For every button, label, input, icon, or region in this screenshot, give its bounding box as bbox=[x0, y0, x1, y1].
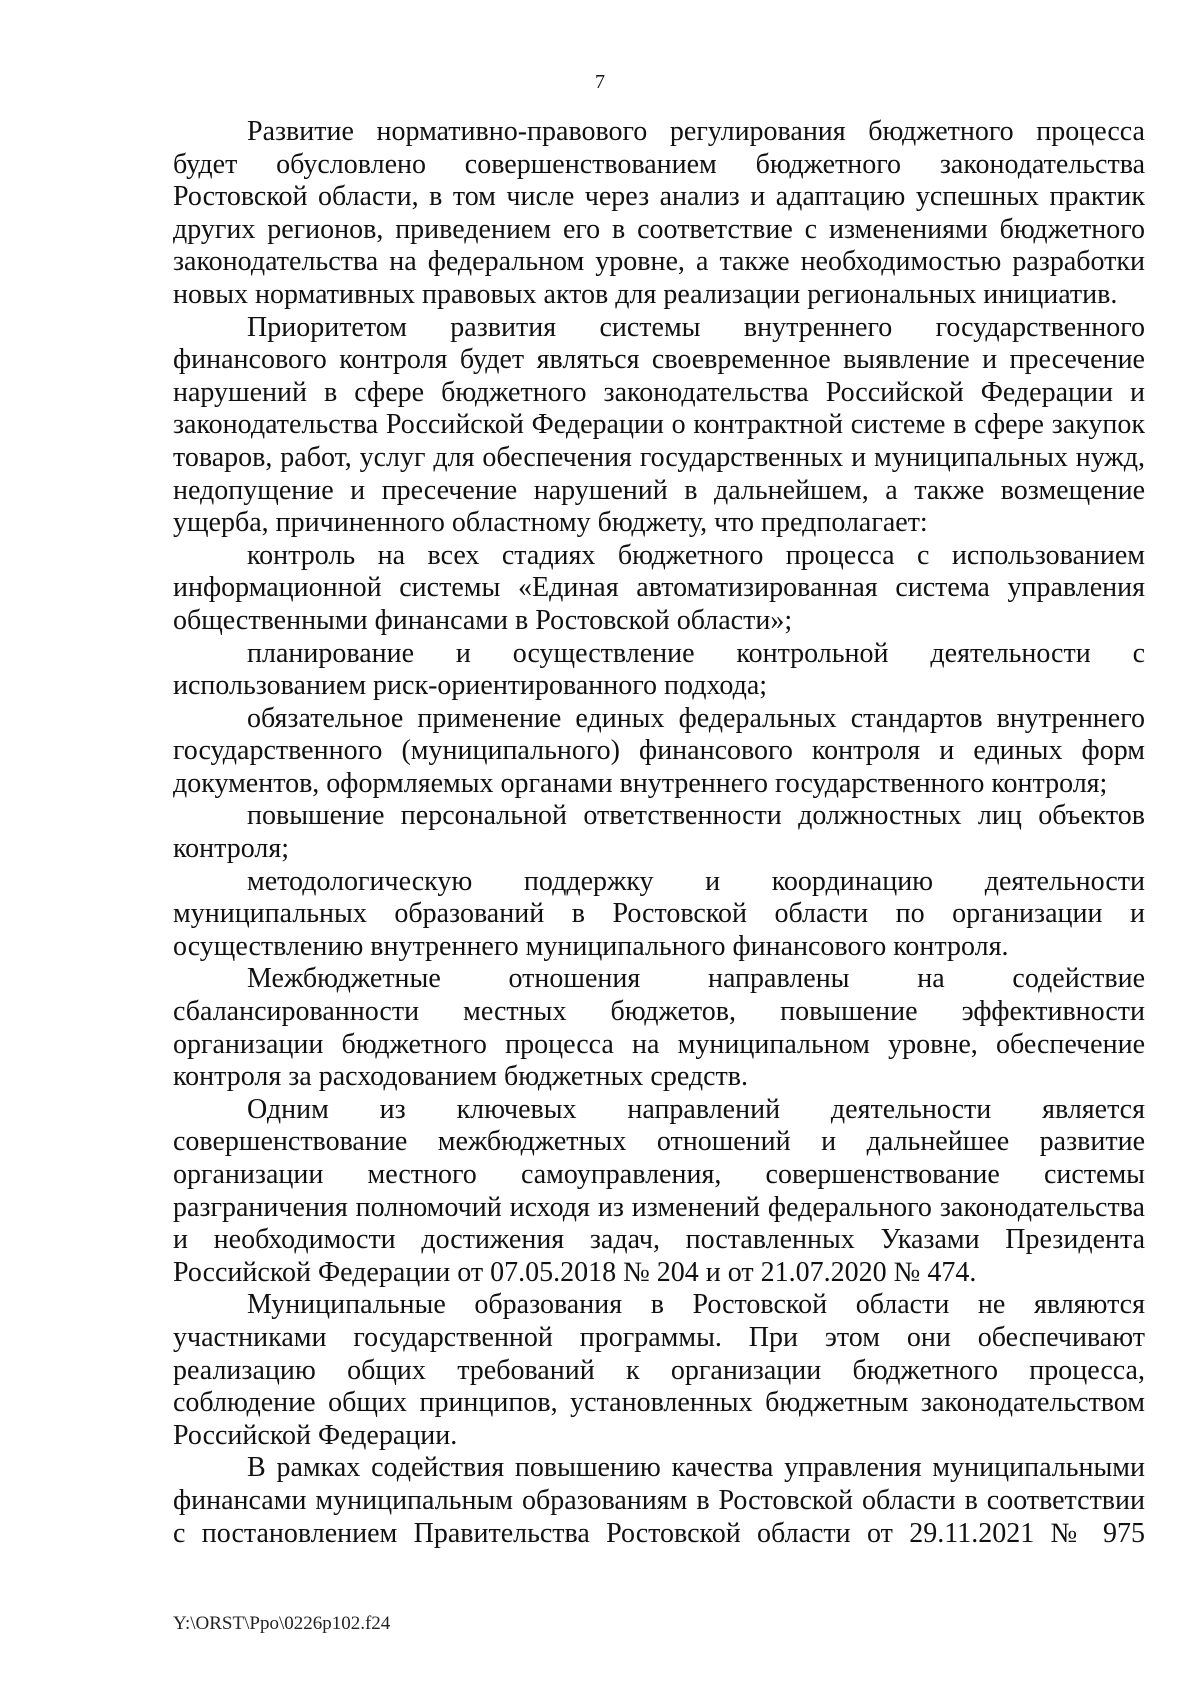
paragraph-assistance: В рамках содействия повышению качества управления муниципальными финансами муниципальным образованиям в Ростовской области в соответствии с постановлением Правительства Ростовской области от 29.11.2021 № 975 bbox=[173, 1452, 1145, 1549]
paragraph-planning: планирование и осуществление контрольной деятельности с использованием риск-ориентированного подхода; bbox=[173, 637, 1145, 702]
paragraph-methodology: методологическую поддержку и координацию деятельности муниципальных образований в Ростовской области по организации и осуществлению внутреннего муниципального финансового контроля. bbox=[173, 865, 1145, 962]
file-path-footer: Y:\ORST\Ppo\0226p102.f24 bbox=[173, 1613, 391, 1634]
paragraph-financial-control: Приоритетом развития системы внутреннего государственного финансового контроля будет являться своевременное выявление и пресечение нарушений в сфере бюджетного законодательства Российской Федерации и законодательства Российской Федерации о контрактной системе в сфере закупок товаров, работ, услуг для обеспечения государственных и муниципальных нужд, недопущение и пресечение нарушений в дальнейшем, а также возмещение ущерба, причиненного областному бюджету, что предполагает: bbox=[173, 311, 1145, 539]
document-body bbox=[173, 116, 1145, 1550]
paragraph-standards: обязательное применение единых федеральных стандартов внутреннего государственного (муниципального) финансового контроля и единых форм документов, оформляемых органами внутреннего государственного контроля; bbox=[173, 702, 1145, 799]
paragraph-regulation: Развитие нормативно-правового регулирования бюджетного процесса будет обусловлено совершенствованием бюджетного законодательства Ростовской области, в том числе через анализ и адаптацию успешных практик других регионов, приведением его в соответствие с изменениями бюджетного законодательства на федеральном уровне, а также необходимостью разработки новых нормативных правовых актов для реализации региональных инициатив. bbox=[173, 116, 1145, 310]
paragraph-key-directions: Одним из ключевых направлений деятельности является совершенствование межбюджетных отношений и дальнейшее развитие организации местного самоуправления, совершенствование системы разграничения полномочий исходя из изменений федерального законодательства и необходимости достижения задач, поставленных Указами Президента Российской Федерации от 07.05.2018 № 204 и от 21.07.2020 № 474. bbox=[173, 1093, 1145, 1288]
paragraph-control-stages: контроль на всех стадиях бюджетного процесса с использованием информационной системы «Единая автоматизированная система управления общественными финансами в Ростовской области»; bbox=[173, 539, 1145, 636]
page-number: 7 bbox=[595, 71, 605, 93]
paragraph-municipalities: Муниципальные образования в Ростовской области не являются участниками государственной программы. При этом они обеспечивают реализацию общих требований к организации бюджетного процесса, соблюдение общих принципов, установленных бюджетным законодательством Российской Федерации. bbox=[173, 1289, 1145, 1451]
paragraph-interbudget: Межбюджетные отношения направлены на содействие сбалансированности местных бюджетов, повышение эффективности организации бюджетного процесса на муниципальном уровне, обеспечение контроля за расходованием бюджетных средств. bbox=[173, 963, 1145, 1093]
paragraph-responsibility: повышение персональной ответственности должностных лиц объектов контроля; bbox=[173, 800, 1145, 865]
